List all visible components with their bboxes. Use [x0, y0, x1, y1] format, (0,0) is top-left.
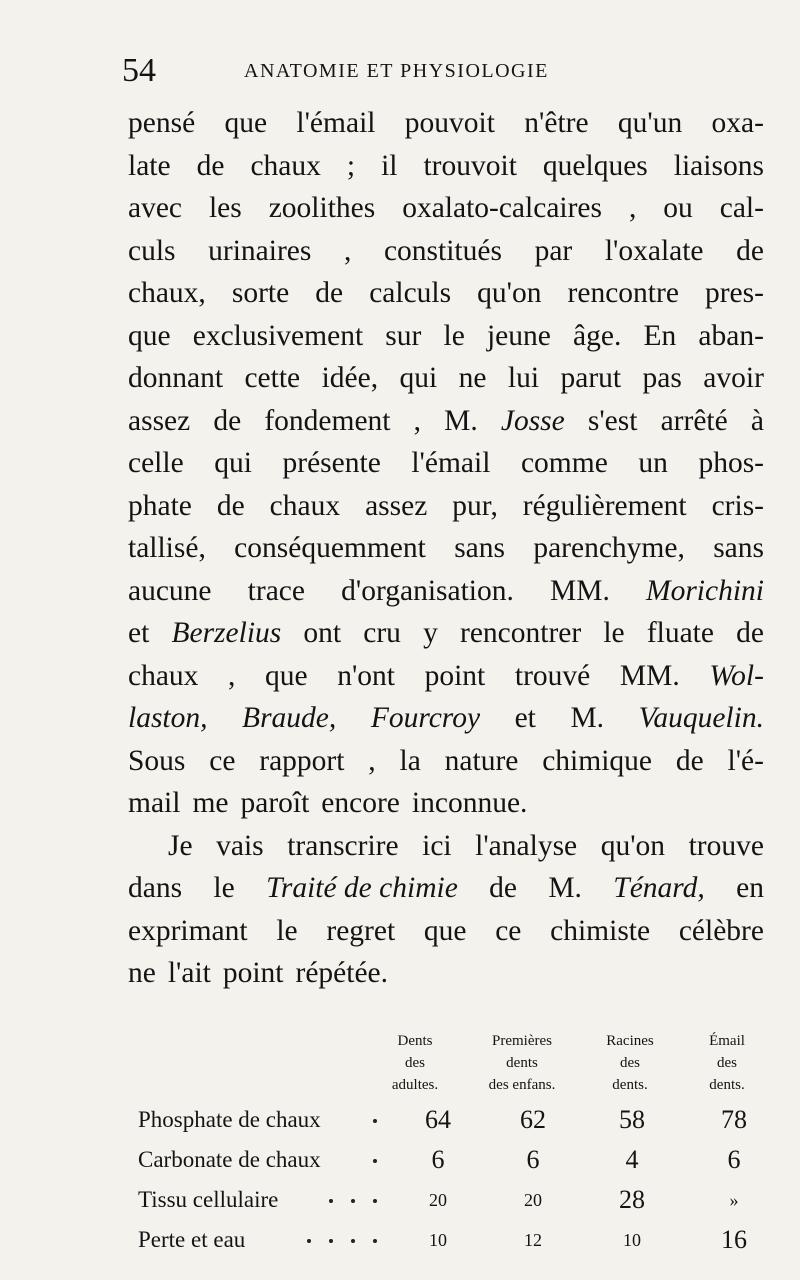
text-line: celle qui présente l'émail comme un phos-	[128, 447, 764, 479]
text-line: que exclusivement sur le jeune âge. En aban-	[128, 319, 764, 352]
text-line: Sous ce rapport , la nature chimique de l'é-	[128, 744, 764, 777]
table-row	[138, 1220, 778, 1260]
leader-dot	[351, 1239, 355, 1243]
text-line: culs urinaires , constitués par l'oxalate de	[128, 234, 764, 267]
text-line: phate de chaux assez pur, régulièrement cris-	[128, 489, 764, 522]
text-line: et Berzelius ont cru y rencontrer le fluate de	[128, 617, 764, 649]
leader-dot	[329, 1199, 333, 1203]
body-text	[128, 102, 764, 995]
analysis-table-header	[380, 1030, 772, 1100]
text-line: Je vais transcrire ici l'analyse qu'on trouve	[168, 829, 764, 862]
text-line: laston, Braude, Fourcroy et M. Vauquelin.	[128, 702, 764, 734]
column-header-enamel: Émail des dents.	[709, 1033, 745, 1093]
cell-value: 20	[429, 1190, 447, 1210]
cell-value: 12	[524, 1230, 542, 1250]
table-row	[138, 1180, 778, 1220]
page-header	[122, 52, 762, 92]
column-header-tooth-roots: Racines des dents.	[606, 1033, 654, 1093]
cell-value: 28	[619, 1185, 645, 1214]
cell-value: 10	[623, 1230, 641, 1250]
cell-value: 62	[520, 1105, 546, 1134]
analysis-table-body	[138, 1100, 778, 1260]
cell-value: 64	[425, 1105, 451, 1134]
leader-dot	[329, 1239, 333, 1243]
text-line: donnant cette idée, qui ne lui parut pas avoir	[128, 362, 764, 394]
cell-value: »	[729, 1190, 739, 1210]
text-line: dans le Traité de chimie de M. Ténard, en	[128, 872, 764, 904]
leader-dot	[373, 1159, 377, 1163]
table-row	[138, 1100, 778, 1140]
cell-value: 6	[526, 1145, 540, 1174]
running-head: ANATOMIE ET PHYSIOLOGIE	[244, 60, 549, 82]
column-header-child-teeth: Premières dents des enfans.	[488, 1033, 556, 1093]
text-line: aucune trace d'organisation. MM. Morichini	[128, 574, 764, 607]
leader-dot	[307, 1239, 311, 1243]
text-line: avec les zoolithes oxalato-calcaires , ou cal-	[128, 192, 764, 224]
row-label: Carbonate de chaux	[138, 1147, 321, 1172]
cell-value: 58	[619, 1105, 645, 1134]
leader-dot	[373, 1199, 377, 1203]
cell-value: 16	[721, 1225, 747, 1254]
leader-dot	[351, 1199, 355, 1203]
row-label: Phosphate de chaux	[138, 1107, 321, 1132]
text-line: mail me paroît encore inconnue.	[128, 787, 528, 819]
text-line: exprimant le regret que ce chimiste célèbre	[128, 914, 764, 947]
text-line: chaux, sorte de calculs qu'on rencontre pres-	[128, 277, 764, 309]
cell-value: 6	[431, 1145, 445, 1174]
text-line: tallisé, conséquemment sans parenchyme, sans	[128, 532, 764, 564]
cell-value: 6	[727, 1145, 741, 1174]
row-label: Tissu cellulaire	[138, 1187, 279, 1212]
cell-value: 78	[721, 1105, 747, 1134]
row-label: Perte et eau	[138, 1227, 246, 1252]
text-line: assez de fondement , M. Josse s'est arrêté à	[128, 404, 764, 437]
leader-dot	[373, 1119, 377, 1123]
table-row	[138, 1140, 778, 1180]
text-line: late de chaux ; il trouvoit quelques liaisons	[128, 149, 764, 182]
cell-value: 20	[524, 1190, 542, 1210]
cell-value: 4	[625, 1145, 639, 1174]
page-number: 54	[122, 52, 156, 89]
leader-dot	[373, 1239, 377, 1243]
text-line: pensé que l'émail pouvoit n'être qu'un oxa-	[128, 107, 764, 139]
column-header-adult-teeth: Dents des adultes.	[391, 1033, 439, 1093]
text-line: chaux , que n'ont point trouvé MM. Wol-	[128, 659, 764, 692]
cell-value: 10	[429, 1230, 447, 1250]
text-line: ne l'ait point répétée.	[128, 957, 389, 989]
